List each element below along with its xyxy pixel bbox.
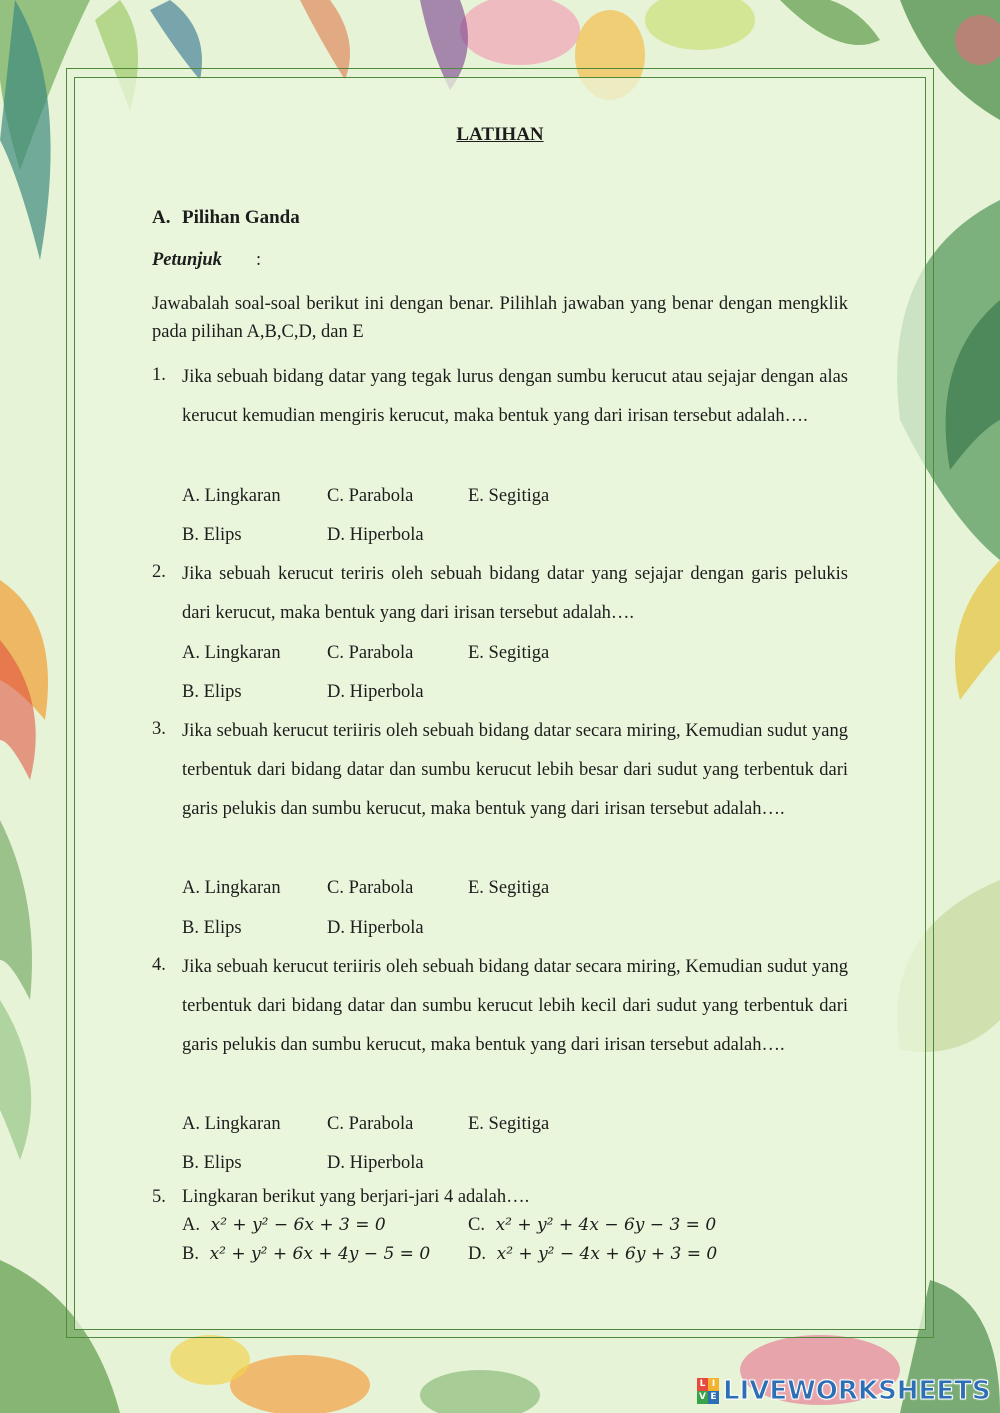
option-label: B. [182, 1244, 199, 1264]
q4-option-d[interactable]: D. Hiperbola [327, 1153, 424, 1173]
q1-option-d[interactable]: D. Hiperbola [327, 525, 424, 545]
section-label: Pilihan Ganda [182, 207, 300, 228]
question-number: 3. [152, 719, 166, 739]
question-text: Jika sebuah kerucut teriiris oleh sebuah bidang datar secara miring, Kemudian sudut yang terbentuk dari bidang datar dan sumbu kerucut lebih besar dari sudut yang terbentuk dari garis pelukis dan sumbu kerucut, maka bentuk yang dari irisan tersebut adalah…. [182, 721, 848, 819]
q4-option-b[interactable]: B. Elips [182, 1153, 242, 1173]
question-number: 5. [152, 1187, 166, 1207]
q2-option-e[interactable]: E. Segitiga [468, 643, 550, 663]
instruction-colon: : [256, 250, 262, 270]
section-heading [152, 207, 300, 229]
option-label: C. [468, 1215, 485, 1235]
logo-mark [697, 1378, 719, 1404]
logo-mark-letter: L [697, 1378, 708, 1391]
q2-option-c[interactable]: C. Parabola [327, 643, 414, 663]
question-number: 2. [152, 562, 166, 582]
logo-mark-letter: E [708, 1391, 719, 1404]
q3-option-d[interactable]: D. Hiperbola [327, 918, 424, 938]
q5-option-b[interactable] [182, 1242, 430, 1266]
worksheet-title: LATIHAN [456, 124, 544, 145]
option-equation: x² + y² − 4x + 6y + 3 = 0 [496, 1244, 718, 1264]
logo-mark-letter: I [708, 1378, 719, 1391]
liveworksheets-logo[interactable] [697, 1376, 991, 1406]
option-label: D. [468, 1244, 486, 1264]
q3-option-a[interactable]: A. Lingkaran [182, 878, 281, 898]
q2-option-b[interactable]: B. Elips [182, 682, 242, 702]
q1-option-a[interactable]: A. Lingkaran [182, 486, 281, 506]
instruction-label: Petunjuk [152, 250, 222, 270]
option-equation: x² + y² + 6x + 4y − 5 = 0 [209, 1244, 431, 1264]
question-text: Jika sebuah kerucut teriiris oleh sebuah bidang datar secara miring, Kemudian sudut yang terbentuk dari bidang datar dan sumbu kerucut lebih kecil dari sudut yang terbentuk dari garis pelukis dan sumbu kerucut, maka bentuk yang dari irisan tersebut adalah…. [182, 957, 848, 1055]
instruction-text: Jawabalah soal-soal berikut ini dengan benar. Pilihlah jawaban yang benar dengan mengklik pada pilihan A,B,C,D, dan E [152, 294, 848, 342]
option-equation: x² + y² − 6x + 3 = 0 [210, 1215, 386, 1235]
logo-mark-letter: V [697, 1391, 708, 1404]
q1-option-b[interactable]: B. Elips [182, 525, 242, 545]
q2-option-a[interactable]: A. Lingkaran [182, 643, 281, 663]
question-text: Lingkaran berikut yang berjari-jari 4 adalah…. [182, 1187, 530, 1207]
q4-option-a[interactable]: A. Lingkaran [182, 1114, 281, 1134]
option-label: A. [182, 1215, 200, 1235]
section-number: A. [152, 207, 171, 228]
question-text: Jika sebuah kerucut teriris oleh sebuah bidang datar yang sejajar dengan garis pelukis dari kerucut, maka bentuk yang dari irisan tersebut adalah…. [182, 564, 848, 623]
logo-text: LIVEWORKSHEETS [723, 1376, 991, 1406]
q5-option-d[interactable] [468, 1242, 717, 1266]
question-number: 1. [152, 365, 166, 385]
q3-option-e[interactable]: E. Segitiga [468, 878, 550, 898]
q3-option-b[interactable]: B. Elips [182, 918, 242, 938]
q2-option-d[interactable]: D. Hiperbola [327, 682, 424, 702]
option-equation: x² + y² + 4x − 6y − 3 = 0 [495, 1215, 717, 1235]
q5-option-a[interactable] [182, 1213, 386, 1237]
question-number: 4. [152, 955, 166, 975]
q3-option-c[interactable]: C. Parabola [327, 878, 414, 898]
q4-option-e[interactable]: E. Segitiga [468, 1114, 550, 1134]
q1-option-e[interactable]: E. Segitiga [468, 486, 550, 506]
question-text: Jika sebuah bidang datar yang tegak lurus dengan sumbu kerucut atau sejajar dengan alas kerucut kemudian mengiris kerucut, maka bentuk yang dari irisan tersebut adalah…. [182, 367, 848, 426]
q4-option-c[interactable]: C. Parabola [327, 1114, 414, 1134]
q1-option-c[interactable]: C. Parabola [327, 486, 414, 506]
q5-option-c[interactable] [468, 1213, 716, 1237]
